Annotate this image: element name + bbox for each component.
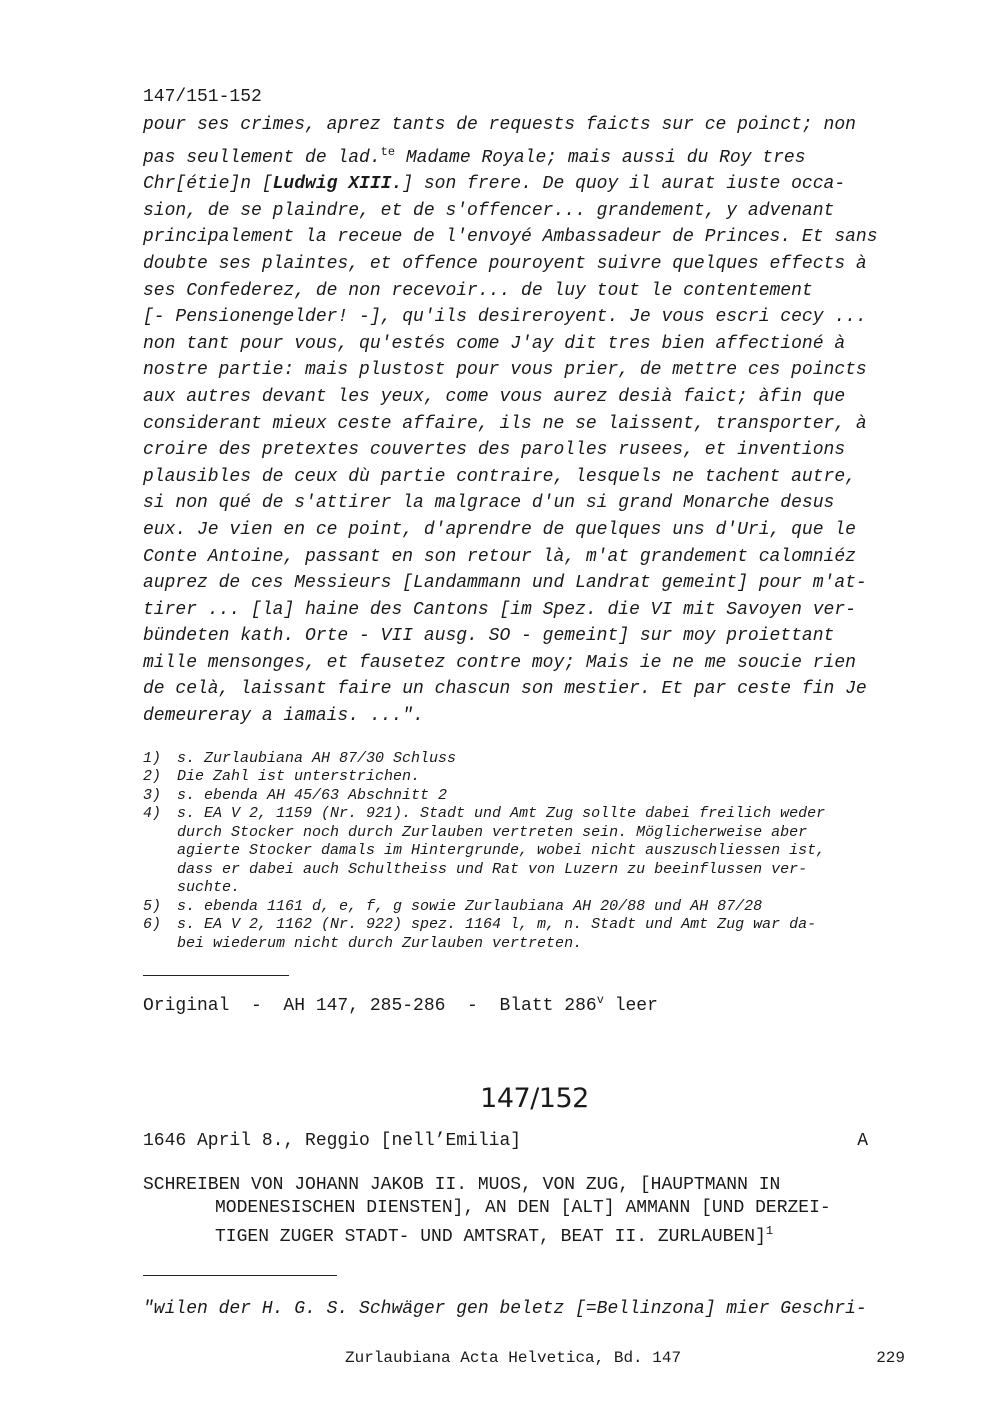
footnote-line: Die Zahl ist unterstrichen. xyxy=(177,768,421,786)
superscript: v xyxy=(596,993,604,1008)
footnote-line: s. EA V 2, 1159 (Nr. 921). Stadt und Amt Zug sollte dabei freilich weder xyxy=(177,805,826,823)
document-number: 147/152 xyxy=(480,1083,589,1115)
body-line: nostre partie: mais plustost pour vous prier, de mettre ces poincts xyxy=(143,360,867,381)
body-text-segment: Chr[étie]n [ xyxy=(143,174,273,195)
footer-title: Zurlaubiana Acta Helvetica, Bd. 147 xyxy=(345,1349,682,1367)
body-line: aux autres devant les yeux, come vous aurez desià faict; àfin que xyxy=(143,386,846,407)
footnote xyxy=(143,916,908,953)
body-line xyxy=(143,171,908,198)
footnote-line: bei wiederum nicht durch Zurlauben vertreten. xyxy=(177,934,583,952)
footnote-marker: 1 xyxy=(765,1224,774,1239)
footnote-text xyxy=(177,750,908,769)
date-place: 1646 April 8., Reggio [nell’Emilia] xyxy=(143,1131,522,1152)
footnote-line: s. ebenda 1161 d, e, f, g sowie Zurlaubiana AH 20/88 und AH 87/28 xyxy=(177,897,763,915)
footnote-line: s. EA V 2, 1162 (Nr. 922) spez. 1164 l, m, n. Stadt und Amt Zug war da- xyxy=(177,916,817,934)
superscript: te xyxy=(380,144,396,159)
quote-start: "wilen der H. G. S. Schwäger gen beletz [=Bellinzona] mier Geschri- xyxy=(143,1299,867,1320)
body-line xyxy=(143,139,908,172)
title-line: SCHREIBEN VON JOHANN JAKOB II. MUOS, VON ZUG, [HAUPTMANN IN xyxy=(143,1175,781,1196)
document-reference: 147/151-152 xyxy=(143,87,262,107)
body-line: bündeten kath. Orte - VII ausg. SO - gemeint] sur moy proiettant xyxy=(143,626,835,647)
body-line: tirer ... [la] haine des Cantons [im Spez. die VI mit Savoyen ver- xyxy=(143,599,856,620)
body-line: doubte ses plaintes, et offence pouroyent suivre quelques effects à xyxy=(143,253,867,274)
footnote-line: suchte. xyxy=(177,879,241,897)
body-line: [- Pensionengelder! -], qu'ils desireroyent. Je vous escri cecy ... xyxy=(143,307,867,328)
footnote-line: s. ebenda AH 45/63 Abschnitt 2 xyxy=(177,786,448,804)
source-note xyxy=(143,987,908,1019)
footnote xyxy=(143,787,908,806)
bold-name: Ludwig XIII. xyxy=(272,174,403,195)
footnote xyxy=(143,750,908,769)
footnote-number: 6) xyxy=(143,916,162,934)
body-line: si non qué de s'attirer la malgrace d'un si grand Monarche desus xyxy=(143,493,835,514)
body-line: plausibles de ceux dù partie contraire, lesquels ne tachent autre, xyxy=(143,466,856,487)
date-place-line xyxy=(143,1128,908,1154)
footnotes xyxy=(143,750,908,954)
page-content xyxy=(143,84,908,1322)
body-line: considerant mieux ceste affaire, ils ne se laissent, transporter, à xyxy=(143,413,867,434)
body-text-segment: ] son frere. De quoy il aurat iuste occa- xyxy=(402,174,846,195)
body-line: pour ses crimes, aprez tants de requests faicts sur ce poinct; non xyxy=(143,115,856,135)
body-line: croire des pretextes couvertes des parolles rusees, et inventions xyxy=(143,440,846,461)
letter-body xyxy=(143,112,908,730)
title-line xyxy=(143,1220,908,1249)
source-note-text: leer xyxy=(603,996,658,1017)
footnote-text xyxy=(177,768,908,787)
body-line: eux. Je vien en ce point, d'aprendre de quelques uns d'Uri, que le xyxy=(143,519,856,540)
footnote xyxy=(143,898,908,917)
footnote-text xyxy=(177,787,908,806)
page-number: 229 xyxy=(876,1349,905,1367)
body-line: ses Confederez, de non recevoir... de luy tout le contentement xyxy=(143,280,813,301)
body-text-segment: pas seullement de lad. xyxy=(143,147,381,168)
footnote xyxy=(143,805,908,898)
footnote-number: 3) xyxy=(143,786,162,804)
body-text-segment: Madame Royale; mais aussi du Roy tres xyxy=(395,147,806,168)
footnote-text xyxy=(177,898,908,917)
body-line: non tant pour vous, qu'estés come J'ay dit tres bien affectioné à xyxy=(143,333,846,354)
title-line: MODENESISCHEN DIENSTEN], AN DEN [ALT] AMMANN [UND DERZEI- xyxy=(215,1198,831,1219)
footnote-line: s. Zurlaubiana AH 87/30 Schluss xyxy=(177,749,457,767)
body-line: de celà, laissant faire un chascun son mestier. Et par ceste fin Je xyxy=(143,679,867,700)
body-line: demeureray a iamais. ...". xyxy=(143,706,424,727)
document-title xyxy=(143,1174,908,1249)
footnote-number: 4) xyxy=(143,805,162,823)
footnote xyxy=(143,768,908,787)
divider xyxy=(143,1275,337,1276)
body-line: sion, de se plaindre, et de s'offencer... grandement, y advenant xyxy=(143,200,835,221)
title-text: TIGEN ZUGER STADT- UND AMTSRAT, BEAT II. ZURLAUBEN] xyxy=(215,1227,766,1248)
body-line: principalement la receue de l'envoyé Ambassadeur de Princes. Et sans xyxy=(143,227,878,248)
footnote-text xyxy=(177,805,908,898)
footnote-number: 5) xyxy=(143,897,162,915)
footnote-line: dass er dabei auch Schultheiss und Rat von Luzern zu beeinflussen ver- xyxy=(177,860,808,878)
footnote-text xyxy=(177,916,908,953)
body-line: Conte Antoine, passant en son retour là, m'at grandement calomniéz xyxy=(143,546,856,567)
divider xyxy=(143,975,289,976)
source-note-text: Original - AH 147, 285-286 - Blatt 286 xyxy=(143,996,597,1017)
body-line: auprez de ces Messieurs [Landammann und Landrat gemeint] pour m'at- xyxy=(143,573,867,594)
body-line: mille mensonges, et fausetez contre moy; Mais ie ne me soucie rien xyxy=(143,652,856,673)
document-type-letter: A xyxy=(857,1131,868,1152)
footnote-line: agierte Stocker damals im Hintergrunde, wobei nicht auszuschliessen ist, xyxy=(177,842,826,860)
footnote-number: 2) xyxy=(143,768,162,786)
footnote-number: 1) xyxy=(143,749,162,767)
footnote-line: durch Stocker noch durch Zurlauben vertreten sein. Möglicherweise aber xyxy=(177,823,808,841)
